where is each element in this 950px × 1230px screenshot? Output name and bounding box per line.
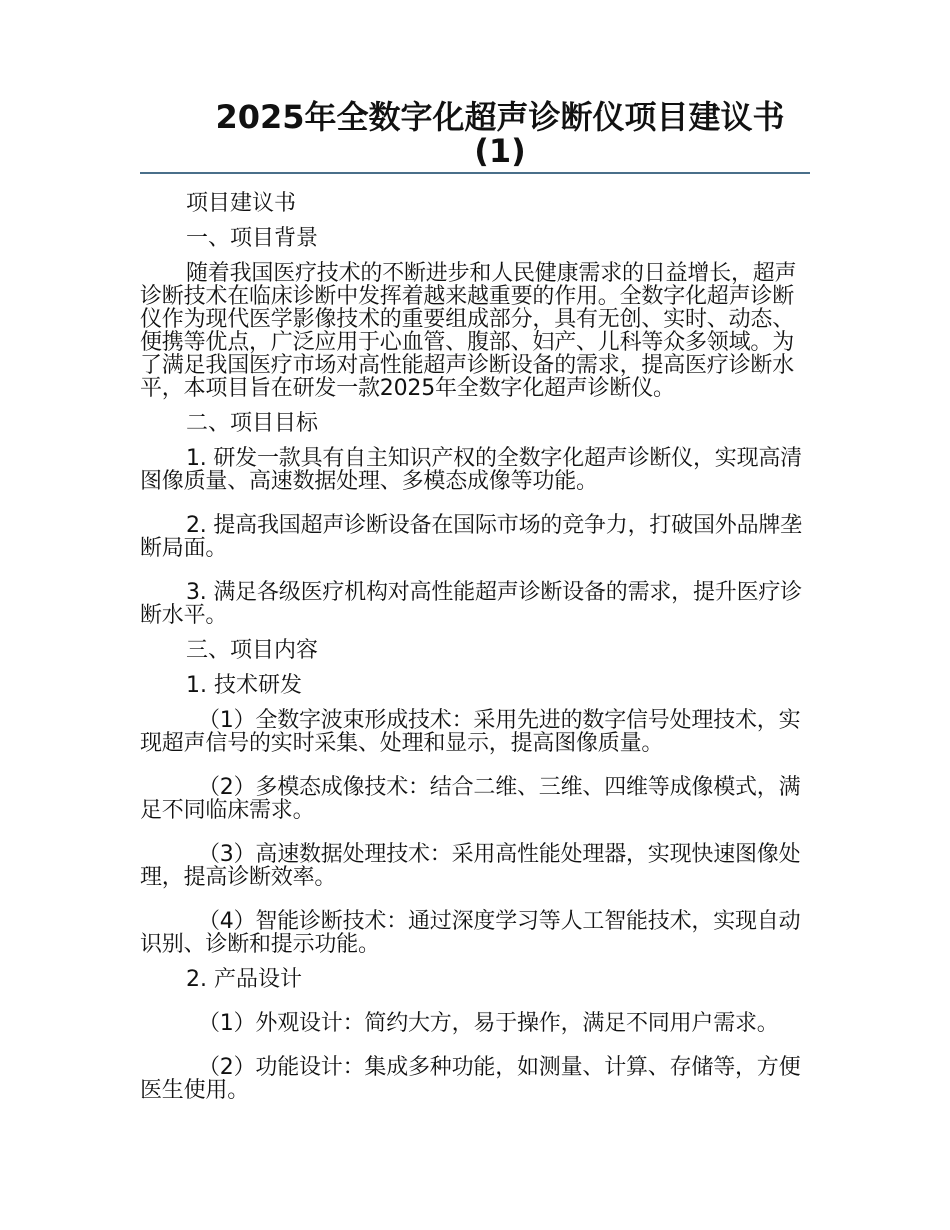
design-item-1: （1）外观设计：简约大方，易于操作，满足不同用户需求。 <box>198 1011 779 1036</box>
section-heading-goals: 二、项目目标 <box>186 411 319 436</box>
tech-item-2: （2）多模态成像技术：结合二维、三维、四维等成像模式，满足不同临床需求。 <box>140 775 801 823</box>
background-paragraph: 随着我国医疗技术的不断进步和人民健康需求的日益增长，超声诊断技术在临床诊断中发挥着越来越重要的作用。全数字化超声诊断仪作为现代医学影像技术的重要组成部分，具有无创、实时、动态、便携等优点，广泛应用于心血管、腹部、妇产、儿科等众多领域。为了满足我国医疗市场对高性能超声诊断设备的需求，提高医疗诊断水平，本项目旨在研发一款2025年全数字化超声诊断仪。 <box>140 261 797 401</box>
title-underline <box>140 172 810 174</box>
subheading-product-design: 2. 产品设计 <box>186 967 302 992</box>
tech-item-1: （1）全数字波束形成技术：采用先进的数字信号处理技术，实现超声信号的实时采集、处理和显示，提高图像质量。 <box>140 708 801 756</box>
section-heading-background: 一、项目背景 <box>186 226 319 251</box>
subheading-tech-rnd: 1. 技术研发 <box>186 673 302 698</box>
goal-item-3: 3. 满足各级医疗机构对高性能超声诊断设备的需求，提升医疗诊断水平。 <box>140 580 802 628</box>
tech-item-4: （4）智能诊断技术：通过深度学习等人工智能技术，实现自动识别、诊断和提示功能。 <box>140 909 801 957</box>
document-page <box>140 100 810 1102</box>
goal-item-1: 1. 研发一款具有自主知识产权的全数字化超声诊断仪，实现高清图像质量、高速数据处理、多模态成像等功能。 <box>140 446 802 494</box>
doc-heading: 项目建议书 <box>186 191 297 216</box>
section-heading-content: 三、项目内容 <box>186 638 319 663</box>
document-title: 2025年全数字化超声诊断仪项目建议书(1) <box>215 98 785 170</box>
tech-item-3: （3）高速数据处理技术：采用高性能处理器，实现快速图像处理，提高诊断效率。 <box>140 842 801 890</box>
design-item-2: （2）功能设计：集成多种功能，如测量、计算、存储等，方便医生使用。 <box>140 1055 801 1103</box>
goal-item-2: 2. 提高我国超声诊断设备在国际市场的竞争力，打破国外品牌垄断局面。 <box>140 513 802 561</box>
